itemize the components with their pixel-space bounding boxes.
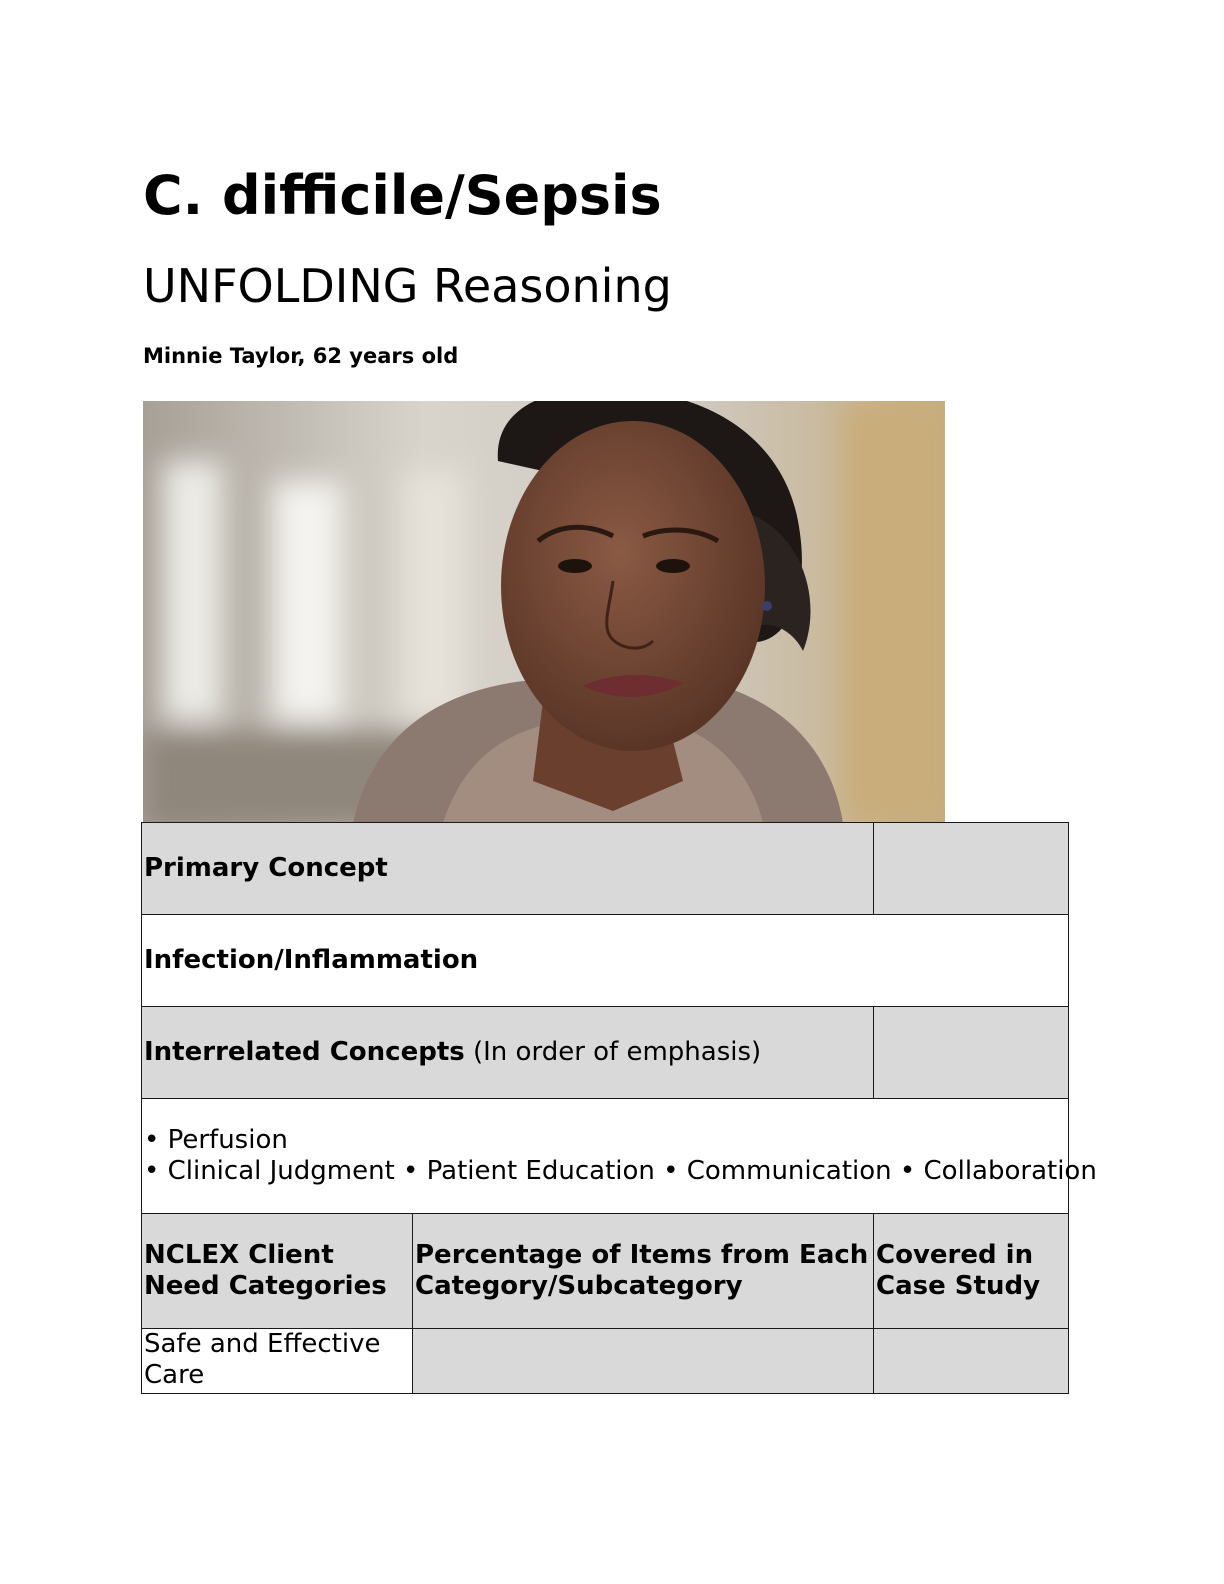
table-row (142, 1329, 1069, 1394)
patient-name-age: Minnie Taylor, 62 years old (143, 344, 459, 368)
interrelated-concepts-line-1: • Perfusion (144, 1124, 288, 1155)
primary-concept-value: Infection/Inflammation (142, 915, 1069, 1007)
primary-concept-blank-cell (874, 823, 1069, 915)
nclex-covered-cell (874, 1329, 1069, 1394)
interrelated-concepts-blank-cell (874, 1007, 1069, 1099)
nclex-col-covered: Covered in Case Study (874, 1214, 1069, 1329)
document-title: C. difficile/Sepsis (143, 164, 662, 227)
primary-concept-heading: Primary Concept (142, 823, 874, 915)
primary-concept-header-row (142, 823, 1069, 915)
interrelated-concepts-line-2: • Clinical Judgment • Patient Education • Communication • Collaboration (144, 1156, 1097, 1186)
nclex-col-percentage: Percentage of Items from Each Category/Subcategory (413, 1214, 874, 1329)
interrelated-concepts-heading-cell (142, 1007, 874, 1099)
document-subtitle: UNFOLDING Reasoning (143, 259, 672, 313)
patient-photo (143, 401, 945, 823)
interrelated-concepts-note: (In order of emphasis) (464, 1036, 762, 1067)
nclex-header-row (142, 1214, 1069, 1329)
concepts-table (141, 822, 1097, 1394)
interrelated-concepts-list (142, 1099, 1097, 1214)
nclex-col-categories: NCLEX Client Need Categories (142, 1214, 413, 1329)
interrelated-concepts-heading: Interrelated Concepts (144, 1036, 465, 1067)
primary-concept-value-row (142, 915, 1069, 1007)
interrelated-concepts-list-row (142, 1099, 1069, 1214)
interrelated-concepts-header-row (142, 1007, 1069, 1099)
nclex-percentage-cell (413, 1329, 874, 1394)
nclex-category-cell: Safe and Effective Care (142, 1329, 413, 1394)
